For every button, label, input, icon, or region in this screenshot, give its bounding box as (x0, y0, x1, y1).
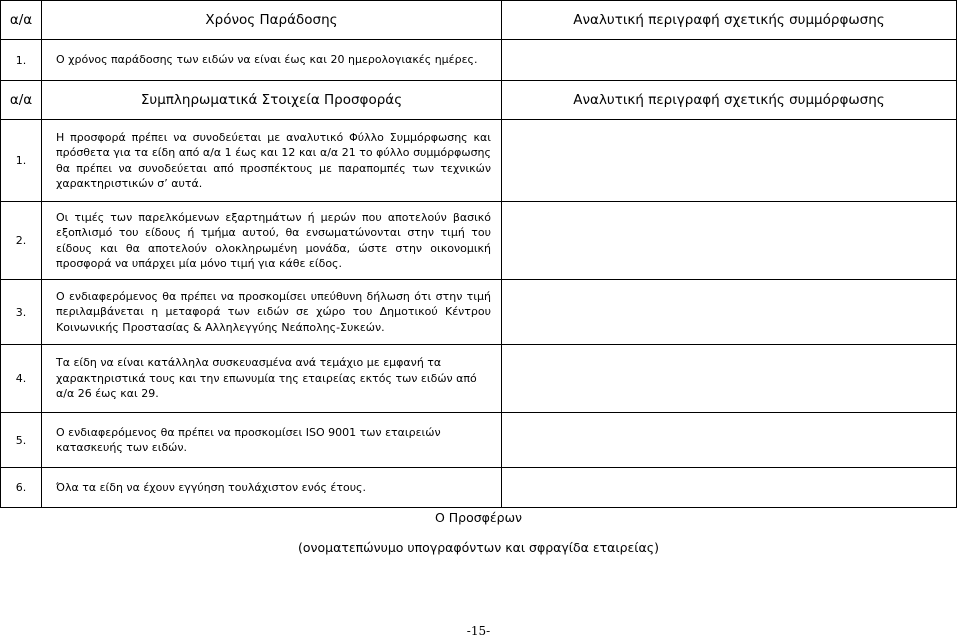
row-number: 4. (1, 345, 42, 413)
table-row (1, 40, 957, 81)
header-compliance-description: Αναλυτική περιγραφή σχετικής συμμόρφωσης (502, 81, 957, 120)
row-number: 6. (1, 468, 42, 508)
header-supplementary-data: Συμπληρωματικά Στοιχεία Προσφοράς (42, 81, 502, 120)
row-number: 3. (1, 280, 42, 345)
row-compliance-cell (502, 345, 957, 413)
table-row (1, 280, 957, 345)
header-aa: α/α (1, 1, 42, 40)
row-number: 1. (1, 40, 42, 81)
table-row (1, 468, 957, 508)
row-compliance-cell (502, 413, 957, 468)
header-aa: α/α (1, 81, 42, 120)
header-compliance-description: Αναλυτική περιγραφή σχετικής συμμόρφωσης (502, 1, 957, 40)
table-row (1, 413, 957, 468)
header-delivery-time: Χρόνος Παράδοσης (42, 1, 502, 40)
row-text: Οι τιμές των παρελκόμενων εξαρτημάτων ή μερών που αποτελούν βασικό εξοπλισμό του είδους ή τμήμα αυτού, θα ενσωματώνονται στην τιμή του είδους και θα αποτελούν ολοκληρωμένη μονάδα, ώστε στην οικονομική προσφορά να υπάρχει μία μόνο τιμή για κάθε είδος. (42, 202, 502, 280)
row-text: Ο ενδιαφερόμενος θα πρέπει να προσκομίσει ISO 9001 των εταιρειών κατασκευής των ειδών. (42, 413, 502, 468)
signatory-subtitle: (ονοματεπώνυμο υπογραφόντων και σφραγίδα εταιρείας) (298, 540, 659, 555)
row-number: 5. (1, 413, 42, 468)
row-text: Η προσφορά πρέπει να συνοδεύεται με αναλυτικό Φύλλο Συμμόρφωσης και πρόσθετα για τα είδη από α/α 1 έως και 12 και α/α 21 το φύλλο συμμόρφωσης θα πρέπει να συνοδεύεται από προσπέκτους με παραπομπές των τεχνικών χαρακτηριστικών σ’ αυτά. (42, 120, 502, 202)
table-header-row (1, 81, 957, 120)
row-text: Τα είδη να είναι κατάλληλα συσκευασμένα ανά τεμάχιο με εμφανή τα χαρακτηριστικά τους και την επωνυμία της εταιρείας εκτός των ειδών από α/α 26 έως και 29. (42, 345, 502, 413)
supplementary-data-table (0, 80, 957, 508)
table-row (1, 120, 957, 202)
page-number: -15- (466, 624, 491, 638)
row-compliance-cell (502, 120, 957, 202)
row-text: Όλα τα είδη να έχουν εγγύηση τουλάχιστον ενός έτους. (42, 468, 502, 508)
row-compliance-cell (502, 202, 957, 280)
row-compliance-cell (502, 468, 957, 508)
table-row (1, 202, 957, 280)
row-text: Ο ενδιαφερόμενος θα πρέπει να προσκομίσει υπεύθυνη δήλωση ότι στην τιμή περιλαμβάνεται η μεταφορά των ειδών σε χώρο του Δημοτικού Κέντρου Κοινωνικής Προστασίας & Αλληλεγγύης Νεάπολης-Συκεών. (42, 280, 502, 345)
row-number: 1. (1, 120, 42, 202)
signatory-title: Ο Προσφέρων (434, 510, 523, 525)
row-compliance-cell (502, 280, 957, 345)
row-number: 2. (1, 202, 42, 280)
table-row (1, 345, 957, 413)
table-header-row (1, 1, 957, 40)
delivery-time-table (0, 0, 957, 81)
row-compliance-cell (502, 40, 957, 81)
row-text: Ο χρόνος παράδοσης των ειδών να είναι έως και 20 ημερολογιακές ημέρες. (42, 40, 502, 81)
